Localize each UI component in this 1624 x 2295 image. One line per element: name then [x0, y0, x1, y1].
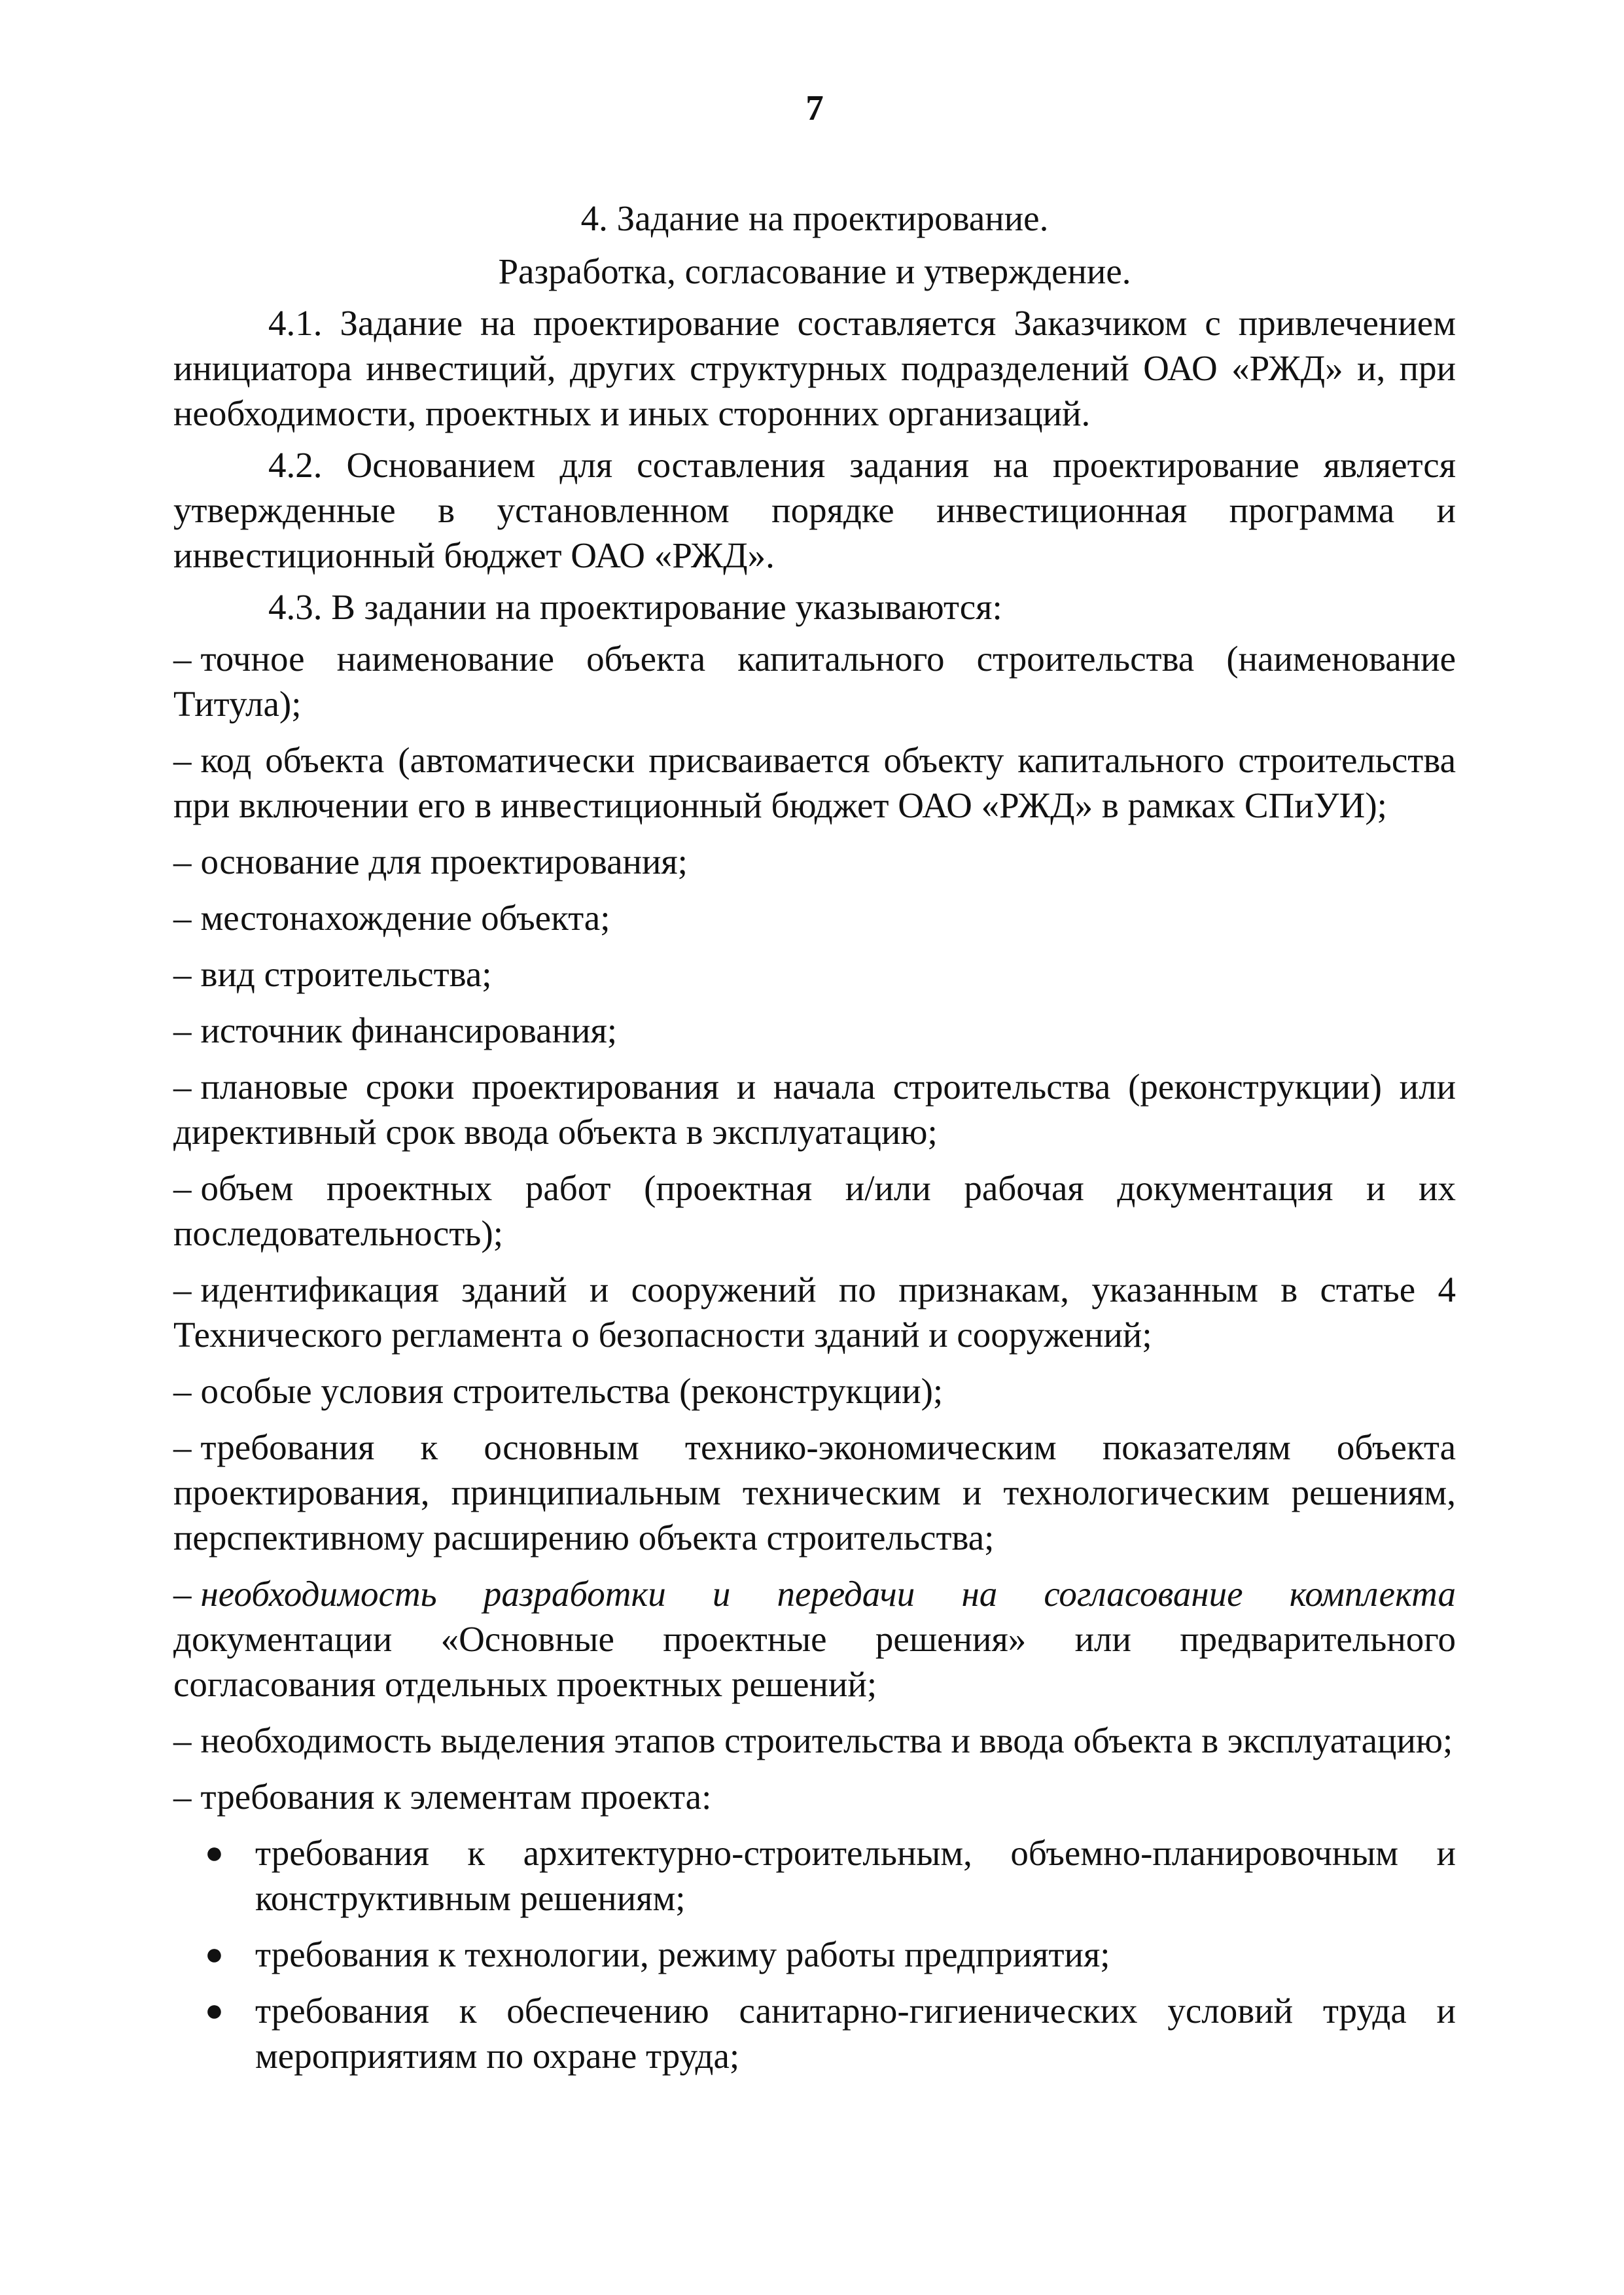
list-item-text: точное наименование объекта капитального строительства (наименование Титула);	[173, 639, 1456, 724]
dash-marker: –	[173, 954, 192, 994]
list-item-text: объем проектных работ (проектная и/или рабочая документация и их последовательность);	[173, 1168, 1456, 1253]
list-item-text: идентификация зданий и сооружений по признакам, указанным в статье 4 Технического регламента о безопасности зданий и сооружений;	[173, 1270, 1456, 1355]
dash-marker: –	[173, 1010, 192, 1050]
dash-marker: –	[173, 842, 192, 881]
list-item	[173, 895, 1456, 940]
list-item	[173, 1774, 1456, 1819]
list-item	[173, 839, 1456, 884]
dash-marker: –	[173, 1427, 192, 1467]
dash-marker: –	[173, 1270, 192, 1309]
dash-marker: –	[173, 898, 192, 938]
list-item	[173, 1008, 1456, 1053]
section-heading-line-1: 4. Задание на проектирование.	[580, 198, 1049, 238]
list-item	[173, 636, 1456, 726]
list-item	[173, 1064, 1456, 1154]
section-heading	[173, 196, 1456, 294]
list-item-text: особые условия строительства (реконструкции);	[200, 1371, 944, 1411]
bullet-item-text: требования к технологии, режиму работы предприятия;	[255, 1934, 1110, 1974]
bullet-icon: ●	[205, 1937, 224, 1972]
page-number: 7	[805, 88, 824, 128]
dash-marker: –	[173, 1168, 192, 1208]
list-item-text: местонахождение объекта;	[200, 898, 610, 938]
paragraph-4-3: 4.3. В задании на проектирование указываются:	[268, 587, 1002, 627]
list-item	[173, 1267, 1456, 1357]
bullet-icon: ●	[205, 1993, 224, 2028]
dash-marker: –	[173, 1777, 192, 1817]
list-item-text: требования к основным технико-экономическим показателям объекта проектирования, принципиальным техническим и технологическим решениям, перспективному расширению объекта строительства;	[173, 1427, 1456, 1557]
list-item-text: источник финансирования;	[200, 1010, 618, 1050]
bullet-icon: ●	[205, 1836, 224, 1870]
list-item	[173, 1425, 1456, 1560]
list-item	[173, 1571, 1456, 1707]
list-item-text: требования к элементам проекта:	[200, 1777, 712, 1817]
list-item	[173, 1718, 1456, 1763]
dash-marker: –	[173, 1574, 192, 1614]
bullet-item-text: требования к обеспечению санитарно-гигиенических условий труда и мероприятиям по охране труда;	[255, 1991, 1456, 2076]
dash-marker: –	[173, 1371, 192, 1411]
list-item-text: необходимость выделения этапов строительства и ввода объекта в эксплуатацию;	[200, 1720, 1453, 1760]
list-item	[173, 738, 1456, 828]
list-item-text: основание для проектирования;	[200, 842, 688, 881]
list-item	[173, 1368, 1456, 1414]
bullet-item	[173, 1988, 1456, 2078]
list-item	[173, 952, 1456, 997]
bullet-item	[173, 1830, 1456, 1921]
dash-marker: –	[173, 740, 192, 780]
list-item-text: вид строительства;	[200, 954, 492, 994]
bullet-item-text: требования к архитектурно-строительным, объемно-планировочным и конструктивным решениям;	[255, 1833, 1456, 1918]
list-item-text: плановые сроки проектирования и начала строительства (реконструкции) или директивный срок ввода объекта в эксплуатацию;	[173, 1067, 1456, 1152]
list-item-text: код объекта (автоматически присваивается объекту капитального строительства при включении его в инвестиционный бюджет ОАО «РЖД» в рамках СПиУИ);	[173, 740, 1456, 825]
dash-marker: –	[173, 1720, 192, 1760]
bullet-item	[173, 1932, 1456, 1977]
paragraph-4-2: 4.2. Основанием для составления задания на проектирование является утвержденные в установленном порядке инвестиционная программа и инвестиционный бюджет ОАО «РЖД».	[173, 445, 1456, 575]
project-elements-list	[173, 1830, 1456, 2078]
requirements-list	[173, 636, 1456, 1819]
dash-marker: –	[173, 1067, 192, 1107]
paragraph-4-1: 4.1. Задание на проектирование составляется Заказчиком с привлечением инициатора инвестиций, других структурных подразделений ОАО «РЖД» и, при необходимости, проектных и иных сторонних организаций.	[173, 303, 1456, 433]
list-item	[173, 1165, 1456, 1256]
dash-marker: –	[173, 639, 192, 679]
section-heading-line-2: Разработка, согласование и утверждение.	[498, 251, 1131, 291]
list-item-italic-text: необходимость разработки и передачи на согласование комплекта	[200, 1574, 1456, 1614]
list-item-text: документации «Основные проектные решения» или предварительного согласования отдельных проектных решений;	[173, 1619, 1456, 1704]
page-content	[173, 85, 1456, 2090]
